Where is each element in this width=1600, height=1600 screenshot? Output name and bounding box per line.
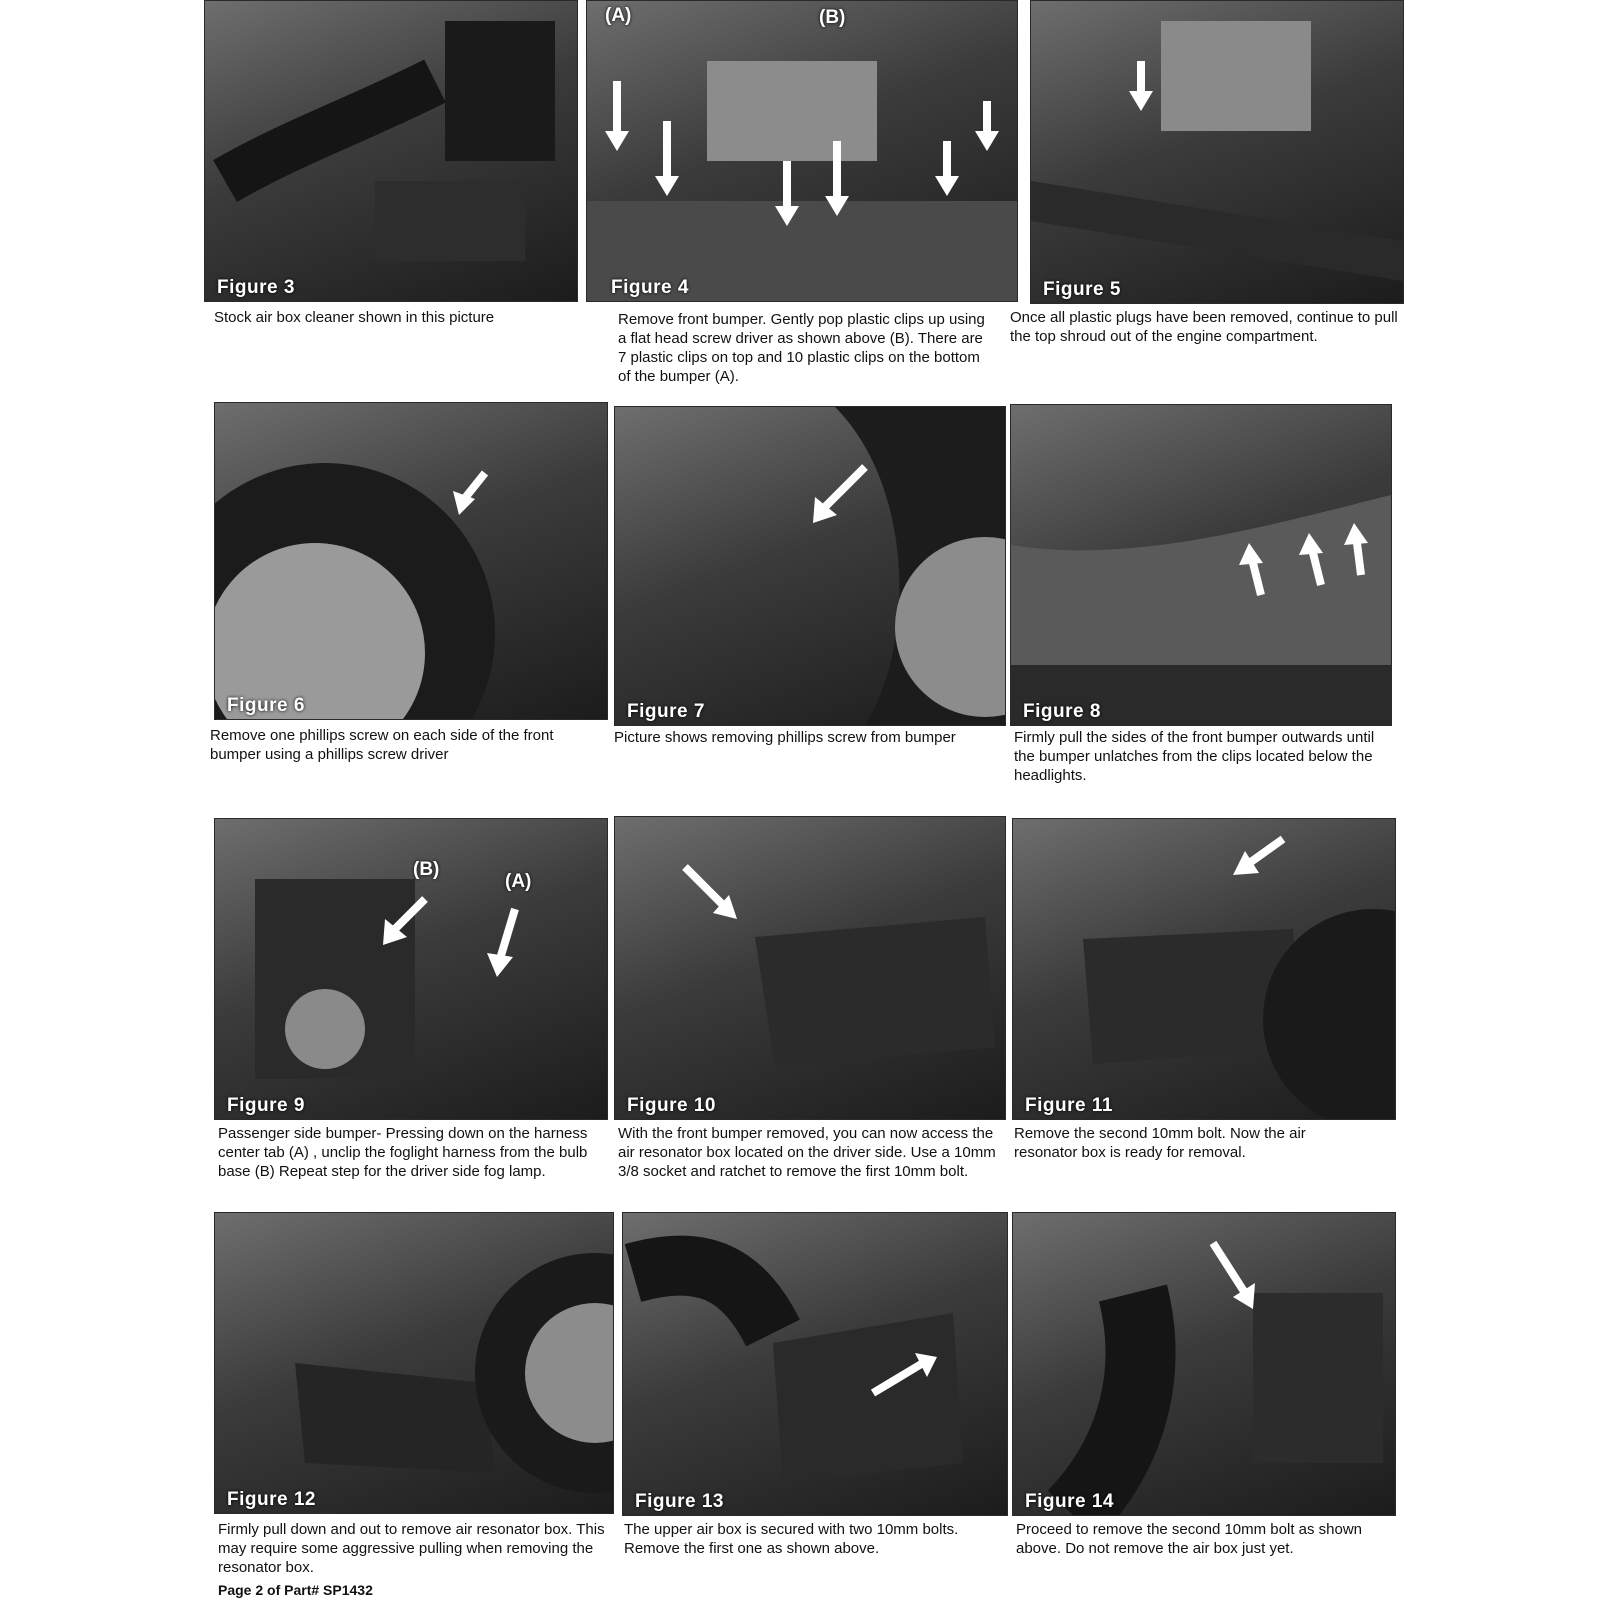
figure-10-photo (614, 816, 1006, 1120)
figure-8-label: Figure 8 (1023, 701, 1101, 722)
figure-6-illustration (215, 403, 607, 719)
figure-14-caption: Proceed to remove the second 10mm bolt as shown above. Do not remove the air box just yet. (1016, 1521, 1363, 1557)
figure-3-photo (204, 0, 578, 302)
figure-12-photo (214, 1212, 614, 1514)
figure-13-photo (622, 1212, 1008, 1516)
figure-14-label: Figure 14 (1025, 1491, 1114, 1512)
figure-9-photo (214, 818, 608, 1120)
figure-3-label: Figure 3 (217, 277, 295, 298)
figure-13-illustration (623, 1213, 1007, 1515)
figure-10-illustration (615, 817, 1005, 1119)
figure-11-photo (1012, 818, 1396, 1120)
figure-14-photo (1012, 1212, 1396, 1516)
figure-12-illustration (215, 1213, 613, 1513)
figure-12-label: Figure 12 (227, 1489, 316, 1510)
figure-11-caption: Remove the second 10mm bolt. Now the air resonator box is ready for removal. (1014, 1125, 1306, 1161)
figure-7-illustration (615, 407, 1005, 725)
figure-9-caption: Passenger side bumper- Pressing down on the harness center tab (A) , unclip the foglight harness from the bulb base (B) Repeat step for the driver side fog lamp. (218, 1125, 588, 1180)
figure-4-tag-b: (B) (819, 7, 846, 28)
figure-10-label: Figure 10 (627, 1095, 716, 1116)
figure-3-illustration (205, 1, 577, 301)
figure-4-photo (586, 0, 1018, 302)
figure-4-tag-a: (A) (605, 5, 632, 26)
figure-7-caption: Picture shows removing phillips screw from bumper (614, 729, 956, 746)
figure-5-illustration (1031, 1, 1403, 303)
figure-11-illustration (1013, 819, 1395, 1119)
figure-6-caption: Remove one phillips screw on each side of the front bumper using a phillips screw driver (210, 727, 554, 763)
figure-7-label: Figure 7 (627, 701, 705, 722)
figure-8-photo (1010, 404, 1392, 726)
figure-4-label: Figure 4 (611, 277, 689, 298)
page-footer: Page 2 of Part# SP1432 (218, 1582, 373, 1598)
figure-6-label: Figure 6 (227, 695, 305, 716)
figure-11-label: Figure 11 (1025, 1095, 1113, 1116)
figure-12-caption: Firmly pull down and out to remove air resonator box. This may require some aggressive pulling when removing the resonator box. (218, 1521, 605, 1576)
figure-9-label: Figure 9 (227, 1095, 305, 1116)
figure-13-label: Figure 13 (635, 1491, 724, 1512)
figure-4-illustration (587, 1, 1017, 301)
figure-14-illustration (1013, 1213, 1395, 1515)
figure-7-photo (614, 406, 1006, 726)
figure-6-photo (214, 402, 608, 720)
figure-5-label: Figure 5 (1043, 279, 1121, 300)
figure-5-caption: Once all plastic plugs have been removed, continue to pull the top shroud out of the engine compartment. (1010, 309, 1398, 345)
figure-13-caption: The upper air box is secured with two 10mm bolts. Remove the first one as shown above. (624, 1521, 959, 1557)
figure-8-caption: Firmly pull the sides of the front bumper outwards until the bumper unlatches from the clips located below the headlights. (1014, 729, 1375, 784)
figure-5-photo (1030, 0, 1404, 304)
figure-9-tag-a: (A) (505, 871, 532, 892)
figure-9-illustration (215, 819, 607, 1119)
figure-10-caption: With the front bumper removed, you can now access the air resonator box located on the driver side. Use a 10mm 3/8 socket and ratchet to remove the first 10mm bolt. (618, 1125, 996, 1180)
figure-4-caption: Remove front bumper. Gently pop plastic clips up using a flat head screw driver as shown above (B). There are 7 plastic clips on top and 10 plastic clips on the bottom of the bumper (A). (618, 311, 985, 385)
figure-8-illustration (1011, 405, 1391, 725)
figure-9-tag-b: (B) (413, 859, 440, 880)
figure-3-caption: Stock air box cleaner shown in this picture (214, 309, 495, 326)
